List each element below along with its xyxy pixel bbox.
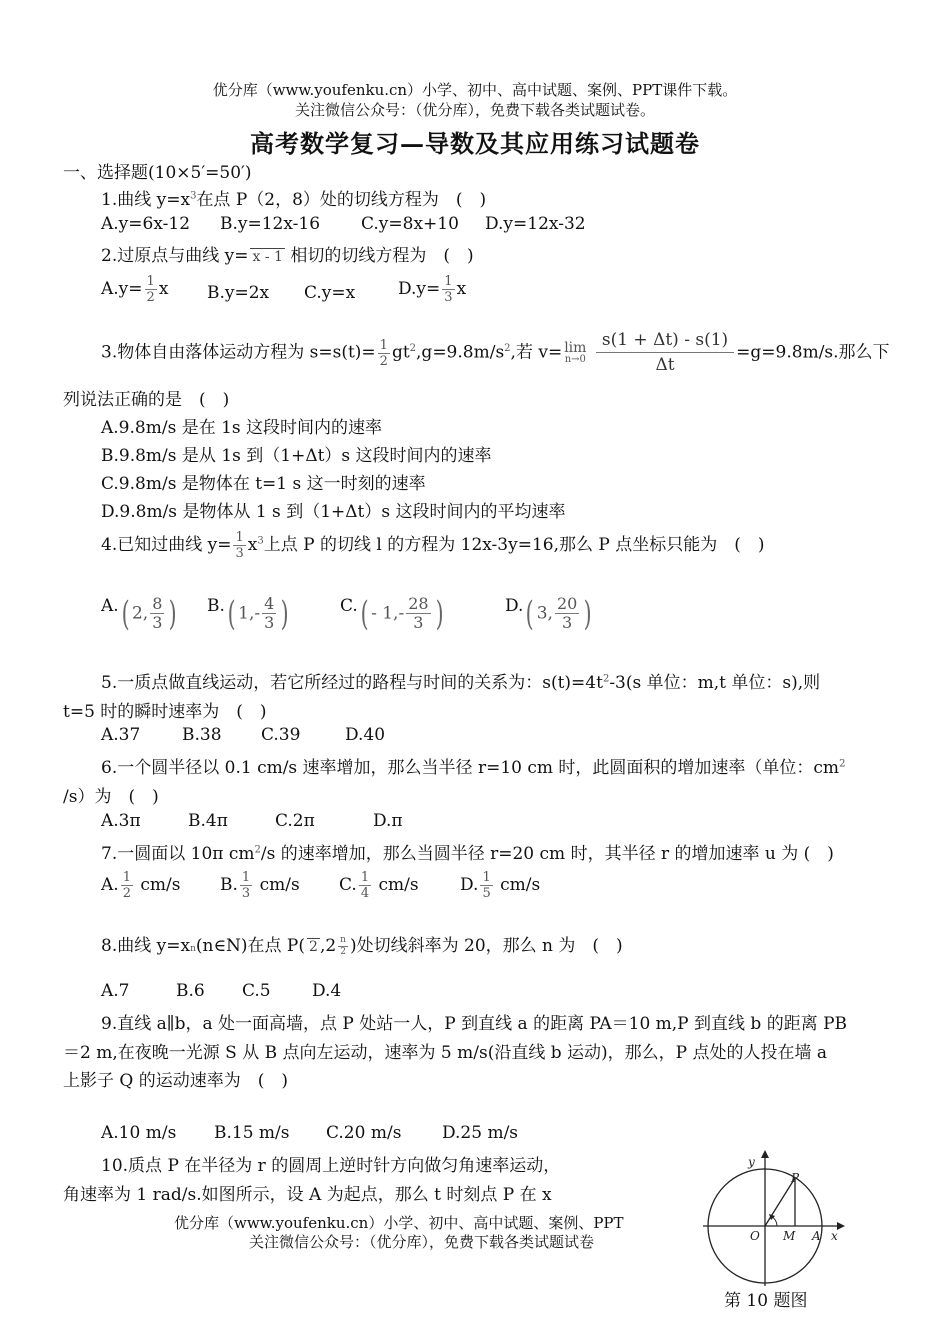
question-9-line-2: ＝2 m,在夜晚一光源 S 从 B 点向左运动，速率为 5 m/s(沿直线 b 运动)，那么，P 点处的人投在墙 a: [63, 1043, 828, 1063]
label-y: y: [748, 1155, 755, 1169]
q4-option-a: A.( 2, $\frac{8}{3}$ ): [101, 593, 177, 634]
label-O: O: [750, 1229, 760, 1243]
q8-option-a: A.7: [101, 981, 130, 1001]
q2-option-c: C.y=x: [304, 283, 356, 303]
q5-option-b: B.38: [182, 725, 222, 745]
q5-option-c: C.39: [261, 725, 301, 745]
q1-option-b: B.y=12x-16: [220, 214, 321, 234]
question-2: 2.过原点与曲线 y= x - 1 相切的切线方程为 ( ): [101, 246, 474, 266]
q3-option-d: D.9.8m/s 是物体从 1 s 到（1+Δt）s 这段时间内的平均速率: [101, 502, 566, 522]
q8-option-b: B.6: [176, 981, 205, 1001]
q2-option-d: D.y= $\frac{1}{3}$ x: [398, 274, 467, 305]
section-heading: 一、选择题(10×5′=50′): [63, 163, 252, 183]
question-1: 1.曲线 $y=x^3$在点 P（2，8）处的切线方程为 ( ): [101, 190, 487, 210]
q7-option-b: B. $\frac{1}{3}$ cm/s: [220, 870, 300, 901]
q4-option-d: D.( 3, $\frac{20}{3}$ ): [505, 593, 592, 634]
question-4: 4.已知过曲线 y= $\frac{1}{3}$ $x^3$上点 P 的切线 l 的方程为 12x-3y=16,那么 P 点坐标只能为 ( ): [101, 530, 765, 561]
q5-option-d: D.40: [345, 725, 386, 745]
question-8: 8.曲线 y=xn(n∈N)在点 P( 2 ,2 $\frac{n}{2}$ )处切线斜率为 20，那么 n 为 ( ): [101, 935, 623, 957]
page-title: 高考数学复习—导数及其应用练习试题卷: [250, 129, 700, 158]
label-P: P: [791, 1171, 800, 1185]
q9-option-d: D.25 m/s: [442, 1123, 519, 1143]
question-6: 6.一个圆半径以 0.1 cm/s 速率增加，那么当半径 r=10 cm 时，此圆面积的增加速率（单位：$cm^2$: [101, 758, 846, 778]
radius-op: [765, 1178, 795, 1226]
figure-caption: 第 10 题图: [724, 1291, 808, 1311]
q3-option-b: B.9.8m/s 是从 1s 到（1+Δt）s 这段时间内的速率: [101, 446, 492, 466]
header-line-1: 优分库（www.youfenku.cn）小学、初中、高中试题、案例、PPT课件下载。: [212, 81, 738, 99]
q6-option-b: B.4π: [188, 811, 228, 831]
question-9-line-1: 9.直线 a∥b，a 处一面高墙，点 P 处站一人，P 到直线 a 的距离 PA＝10 m,P 到直线 b 的距离 PB: [101, 1014, 848, 1034]
q3-option-c: C.9.8m/s 是物体在 t=1 s 这一时刻的速率: [101, 474, 426, 494]
question-10-line-2: 角速率为 1 rad/s.如图所示，设 A 为起点，那么 t 时刻点 P 在 x: [63, 1185, 552, 1205]
q1-option-c: C.y=8x+10: [361, 214, 459, 234]
y-axis-arrow: [761, 1150, 769, 1158]
q9-option-a: A.10 m/s: [101, 1123, 177, 1143]
q7-option-c: C. $\frac{1}{4}$ cm/s: [339, 870, 419, 901]
question-9-line-3: 上影子 Q 的运动速率为 ( ): [63, 1071, 289, 1091]
q7-option-d: D. $\frac{1}{5}$ cm/s: [460, 870, 541, 901]
q5-option-a: A.37: [101, 725, 141, 745]
q9-option-b: B.15 m/s: [214, 1123, 290, 1143]
q4-option-b: B.( 1,- $\frac{4}{3}$ ): [207, 593, 289, 634]
footer-line-2: 关注微信公众号：（优分库），免费下载各类试题试卷: [249, 1233, 595, 1251]
q7-option-a: A. $\frac{1}{2}$ cm/s: [101, 870, 181, 901]
question-5-cont: t=5 时的瞬时速率为 ( ): [63, 702, 267, 722]
question-10-line-1: 10.质点 P 在半径为 r 的圆周上逆时针方向做匀角速率运动，: [101, 1156, 561, 1176]
label-M: M: [783, 1229, 796, 1243]
q8-option-d: D.4: [312, 981, 342, 1001]
q2-option-b: B.y=2x: [207, 283, 270, 303]
header-line-2: 关注微信公众号：（优分库），免费下载各类试题试卷。: [294, 101, 655, 119]
q1-option-d: D.y=12x-32: [485, 214, 586, 234]
q6-option-c: C.2π: [275, 811, 315, 831]
question-3: 3.物体自由落体运动方程为 s=s(t)= $\frac{1}{2}$ $gt^2,g=9.8m/s^2$,若 v= lim n→0 $\frac{s(1 + \Delta t) - s(1)}{\Delta t}$ =g=9.8m/s.那么下: [101, 330, 890, 375]
label-x: x: [831, 1229, 838, 1243]
q1-option-a: A.y=6x-12: [101, 214, 191, 234]
q6-option-d: D.π: [373, 811, 403, 831]
footer-line-1: 优分库（www.youfenku.cn）小学、初中、高中试题、案例、PPT: [174, 1214, 624, 1232]
question-6-cont: /s）为 ( ): [63, 787, 159, 807]
question-7: 7.一圆面以 10π $cm^2/s$ 的速率增加，那么当圆半径 r=20 cm 时，其半径 r 的增加速率 u 为 ( ): [101, 844, 834, 864]
q4-option-c: C.( - 1,- $\frac{28}{3}$ ): [340, 593, 444, 634]
q9-option-c: C.20 m/s: [326, 1123, 402, 1143]
label-A: A: [812, 1229, 821, 1243]
q6-option-a: A.3π: [101, 811, 141, 831]
question-5: 5.一质点做直线运动，若它所经过的路程与时间的关系为：$s(t)=4t^2-3(s$ 单位：m,t 单位：s),则: [101, 673, 821, 693]
question-3-cont: 列说法正确的是 ( ): [63, 390, 230, 410]
figure-10-diagram: [695, 1150, 855, 1290]
q2-option-a: A.y= $\frac{1}{2}$ x: [101, 274, 169, 305]
q3-option-a: A.9.8m/s 是在 1s 这段时间内的速率: [101, 418, 383, 438]
q8-option-c: C.5: [242, 981, 271, 1001]
x-axis-arrow: [837, 1222, 845, 1230]
